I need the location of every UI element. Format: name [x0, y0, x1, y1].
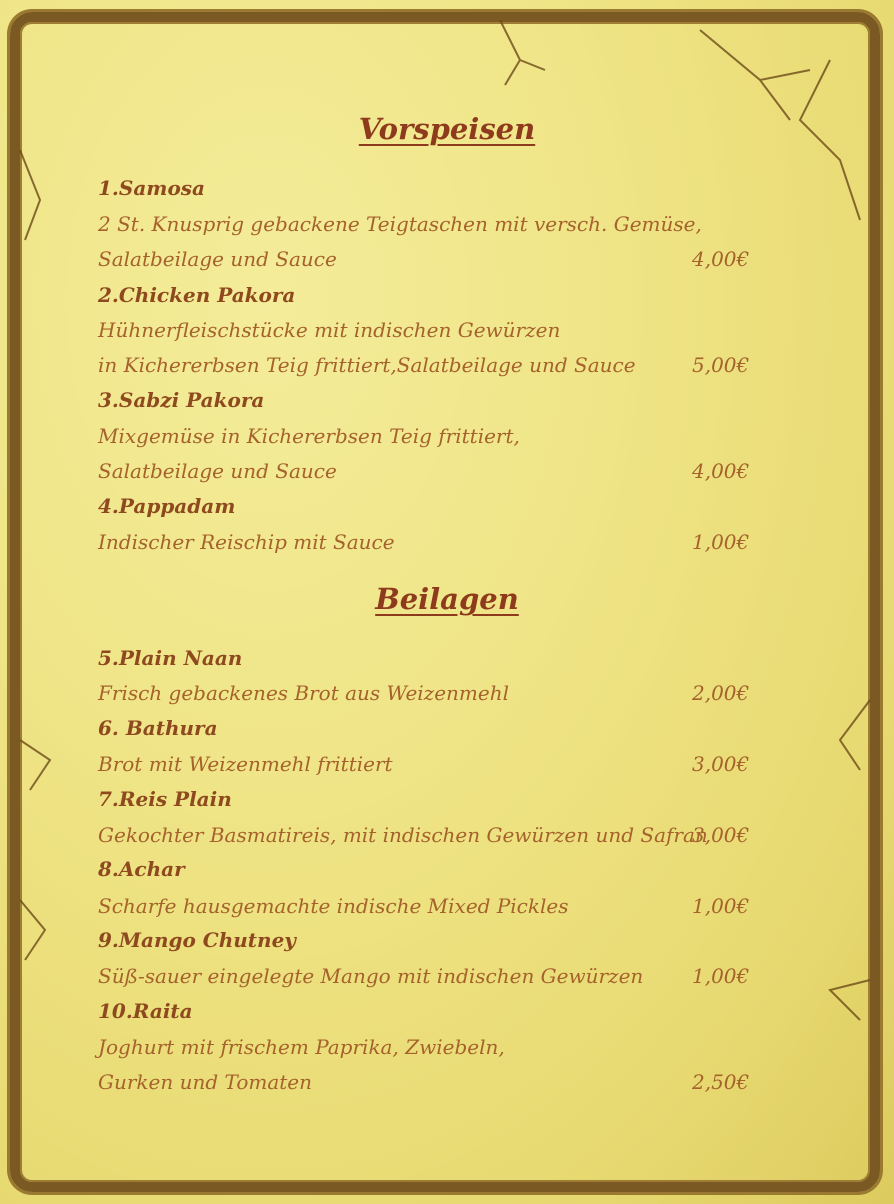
section-heading-beilagen: Beilagen: [375, 582, 519, 616]
item-price: 2,50€: [692, 1070, 750, 1094]
item-description: Gekochter Basmatireis, mit indischen Gewürzen und Safran: [98, 823, 708, 847]
item-name: 1.Samosa: [98, 176, 206, 200]
item-description: Mixgemüse in Kichererbsen Teig frittiert,: [98, 424, 520, 448]
item-name: 8.Achar: [98, 857, 185, 881]
item-price: 2,00€: [692, 681, 750, 705]
item-description: Süß-sauer eingelegte Mango mit indischen Gewürzen: [98, 964, 644, 988]
item-description: Salatbeilage und Sauce: [98, 247, 337, 271]
item-price: 5,00€: [692, 353, 750, 377]
item-description: 2 St. Knusprig gebackene Teigtaschen mit versch. Gemüse,: [98, 212, 702, 236]
item-price: 4,00€: [692, 247, 750, 271]
item-price: 3,00€: [692, 823, 750, 847]
item-price: 4,00€: [692, 459, 750, 483]
item-name: 7.Reis Plain: [98, 787, 232, 811]
item-name: 10.Raita: [98, 999, 193, 1023]
item-name: 4.Pappadam: [98, 494, 236, 518]
item-name: 2.Chicken Pakora: [98, 283, 296, 307]
item-price: 1,00€: [692, 894, 750, 918]
item-name: 6. Bathura: [98, 716, 218, 740]
item-description: Joghurt mit frischem Paprika, Zwiebeln,: [98, 1035, 505, 1059]
item-description: Frisch gebackenes Brot aus Weizenmehl: [98, 681, 510, 705]
item-description: Brot mit Weizenmehl frittiert: [98, 752, 393, 776]
item-description: Scharfe hausgemachte indische Mixed Pickles: [98, 894, 569, 918]
item-name: 5.Plain Naan: [98, 646, 243, 670]
item-description: Hühnerfleischstücke mit indischen Gewürzen: [98, 318, 561, 342]
item-name: 9.Mango Chutney: [98, 928, 296, 952]
item-price: 3,00€: [692, 752, 750, 776]
section-heading-vorspeisen: Vorspeisen: [358, 112, 536, 146]
item-price: 1,00€: [692, 530, 750, 554]
item-description: in Kichererbsen Teig frittiert,Salatbeilage und Sauce: [98, 353, 636, 377]
item-price: 1,00€: [692, 964, 750, 988]
item-name: 3.Sabzi Pakora: [98, 388, 265, 412]
item-description: Indischer Reischip mit Sauce: [98, 530, 395, 554]
item-description: Salatbeilage und Sauce: [98, 459, 337, 483]
item-description: Gurken und Tomaten: [98, 1070, 313, 1094]
